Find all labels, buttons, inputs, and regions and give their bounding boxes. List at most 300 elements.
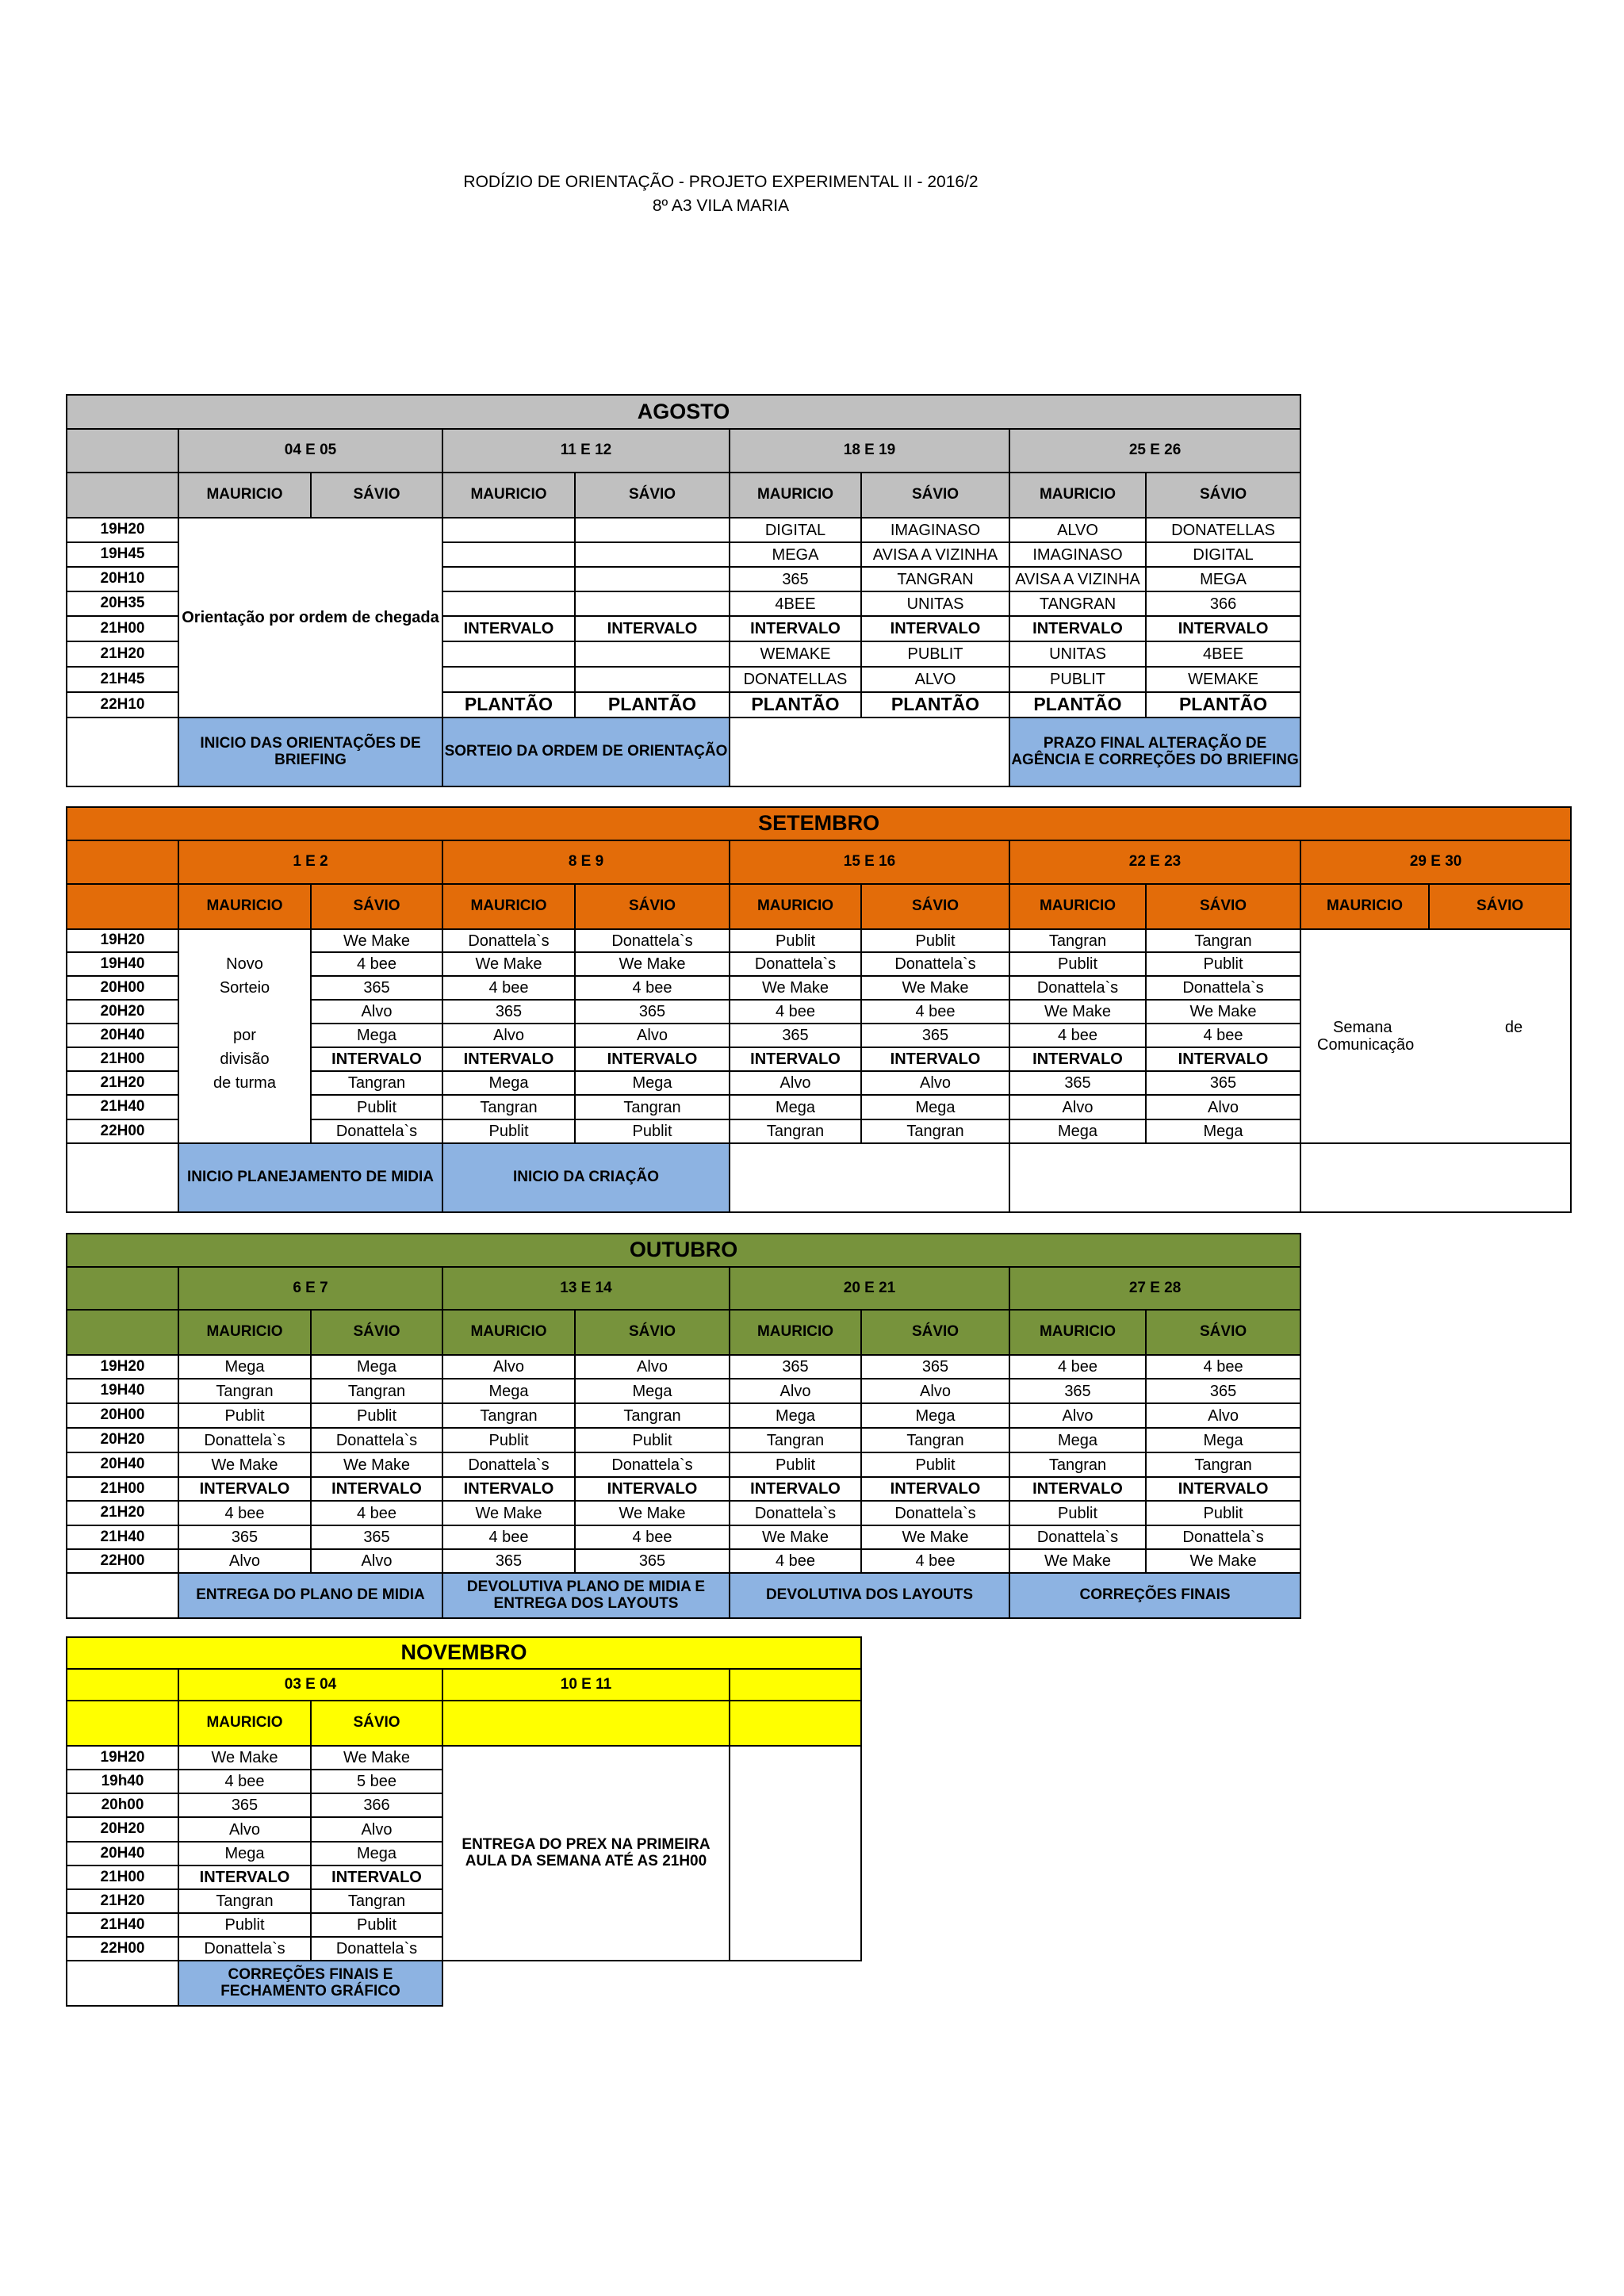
col-mauricio: MAURICIO [442,1310,575,1355]
plantao-cell: PLANTÃO [730,692,861,718]
schedule-cell: TANGRAN [1009,591,1146,616]
schedule-cell: Alvo [730,1379,861,1403]
schedule-cell: Donattela`s [1146,976,1300,1000]
schedule-cell: DIGITAL [1146,542,1300,567]
schedule-cell: Mega [311,1024,442,1047]
schedule-cell: 366 [311,1793,442,1817]
schedule-cell: Publit [861,929,1009,952]
schedule-cell: 365 [730,567,861,591]
plantao-cell: PLANTÃO [575,692,730,718]
schedule-cell: MEGA [730,542,861,567]
intervalo-cell: INTERVALO [442,1047,575,1071]
empty-cell [730,1143,1009,1212]
intervalo-cell: INTERVALO [730,616,861,641]
schedule-cell: Donattela`s [1146,1525,1300,1549]
empty-cell [730,718,1009,786]
time-cell: 21H40 [67,1913,178,1937]
intervalo-cell: INTERVALO [575,1047,730,1071]
schedule-cell: Alvo [861,1379,1009,1403]
schedule-cell: We Make [311,929,442,952]
time-cell: 21H00 [67,1477,178,1501]
milestone-note: DEVOLUTIVA PLANO DE MIDIA E ENTREGA DOS LAYOUTS [442,1573,730,1618]
time-cell: 20H00 [67,1403,178,1428]
schedule-cell: 4 bee [311,952,442,976]
agosto-table [66,394,1301,787]
schedule-cell: Publit [1009,1501,1146,1525]
time-cell: 22H00 [67,1119,178,1143]
schedule-cell: Tangran [575,1403,730,1428]
intervalo-cell: INTERVALO [575,1477,730,1501]
milestone-note: INICIO PLANEJAMENTO DE MIDIA [178,1143,442,1212]
schedule-cell: 4 bee [575,1525,730,1549]
month-title: SETEMBRO [67,807,1571,840]
schedule-cell: Alvo [575,1024,730,1047]
milestone-note: PRAZO FINAL ALTERAÇÃO DE AGÊNCIA E CORREÇÕES DO BRIEFING [1009,718,1300,786]
schedule-cell: 4 bee [730,1549,861,1573]
intervalo-cell: INTERVALO [1146,1477,1300,1501]
schedule-cell: Tangran [861,1428,1009,1452]
schedule-cell: 365 [575,1549,730,1573]
schedule-cell: 4 bee [575,976,730,1000]
empty-cell [67,1961,178,2006]
schedule-cell: We Make [1146,1549,1300,1573]
time-cell: 21H40 [67,1095,178,1119]
schedule-cell: Alvo [178,1549,311,1573]
schedule-cell: Mega [861,1403,1009,1428]
schedule-cell: 365 [861,1024,1009,1047]
schedule-cell: UNITAS [861,591,1009,616]
schedule-cell: Alvo [1009,1403,1146,1428]
schedule-cell: Alvo [442,1024,575,1047]
intervalo-cell: INTERVALO [311,1477,442,1501]
time-cell: 22H00 [67,1937,178,1961]
sorteio-text: divisão [178,1047,311,1071]
sorteio-text: Sorteio [178,976,311,1000]
empty-cell [442,542,575,567]
header-blank [730,1669,861,1701]
col-mauricio: MAURICIO [1009,473,1146,518]
col-savio: SÁVIO [311,1701,442,1746]
schedule-cell: Alvo [1146,1403,1300,1428]
plantao-cell: PLANTÃO [861,692,1009,718]
schedule-cell: IMAGINASO [861,518,1009,542]
schedule-cell: Tangran [575,1095,730,1119]
milestone-note: CORREÇÕES FINAIS [1009,1573,1300,1618]
header-blank [67,884,178,929]
schedule-cell: ALVO [1009,518,1146,542]
schedule-cell: 4 bee [1009,1024,1146,1047]
schedule-cell: We Make [730,976,861,1000]
schedule-cell: Tangran [730,1428,861,1452]
col-mauricio: MAURICIO [442,473,575,518]
time-cell: 19h40 [67,1770,178,1793]
time-cell: 20H20 [67,1428,178,1452]
schedule-cell: 365 [1146,1071,1300,1095]
schedule-cell: Mega [575,1071,730,1095]
col-mauricio: MAURICIO [442,884,575,929]
intervalo-cell: INTERVALO [311,1047,442,1071]
schedule-cell: Donattela`s [575,929,730,952]
schedule-cell: Mega [1146,1428,1300,1452]
week1-note: Orientação por ordem de chegada [178,518,442,718]
week-header: 18 E 19 [730,429,1009,473]
document-title: RODÍZIO DE ORIENTAÇÃO - PROJETO EXPERIMENTAL II - 2016/2 [463,173,979,191]
sorteio-text: Novo [178,952,311,976]
col-mauricio: MAURICIO [1300,884,1429,929]
time-cell: 19H20 [67,1746,178,1770]
intervalo-cell: INTERVALO [311,1866,442,1889]
intervalo-cell: INTERVALO [1009,1047,1146,1071]
schedule-cell: Donattela`s [311,1428,442,1452]
schedule-cell: Publit [442,1428,575,1452]
schedule-cell: We Make [178,1452,311,1477]
month-title: NOVEMBRO [67,1637,861,1669]
col-savio: SÁVIO [861,473,1009,518]
schedule-cell: Mega [442,1071,575,1095]
header-blank [67,429,178,473]
schedule-cell: Tangran [178,1379,311,1403]
col-savio: SÁVIO [1429,884,1571,929]
schedule-cell: Donattela`s [861,1501,1009,1525]
time-cell: 20H10 [67,567,178,591]
schedule-cell: WEMAKE [1146,667,1300,692]
time-cell: 20H20 [67,1817,178,1842]
schedule-cell: 4 bee [861,1000,1009,1024]
semana-left: Semana [1333,1019,1392,1036]
schedule-cell: 365 [178,1525,311,1549]
schedule-cell: DIGITAL [730,518,861,542]
schedule-cell: 365 [1146,1379,1300,1403]
plantao-cell: PLANTÃO [442,692,575,718]
header-blank [67,1669,178,1701]
schedule-cell: 4 bee [1009,1355,1146,1379]
schedule-cell: Tangran [861,1119,1009,1143]
time-cell: 22H10 [67,692,178,718]
week-header: 04 E 05 [178,429,442,473]
week-header: 1 E 2 [178,840,442,884]
week-header: 15 E 16 [730,840,1009,884]
schedule-cell: DONATELLAS [1146,518,1300,542]
sorteio-text: por [178,1024,311,1047]
time-cell: 20H40 [67,1024,178,1047]
schedule-cell: We Make [311,1746,442,1770]
month-title: AGOSTO [67,395,1300,429]
empty-cell [575,567,730,591]
col-savio: SÁVIO [1146,473,1300,518]
empty-cell [575,641,730,667]
schedule-cell: Alvo [730,1071,861,1095]
milestone-note: SORTEIO DA ORDEM DE ORIENTAÇÃO [442,718,730,786]
intervalo-cell: INTERVALO [1009,1477,1146,1501]
sorteio-text [178,929,311,952]
schedule-cell: Mega [311,1842,442,1866]
schedule-cell: Publit [311,1403,442,1428]
schedule-cell: Tangran [442,1095,575,1119]
schedule-cell: Mega [575,1379,730,1403]
header-blank [67,473,178,518]
empty-cell [575,591,730,616]
plantao-cell: PLANTÃO [1146,692,1300,718]
schedule-cell: Donattela`s [730,1501,861,1525]
schedule-cell: Tangran [1009,1452,1146,1477]
schedule-cell: Publit [178,1403,311,1428]
schedule-cell: 4 bee [1146,1355,1300,1379]
schedule-cell: 4 bee [861,1549,1009,1573]
schedule-cell: We Make [442,1501,575,1525]
schedule-cell: Mega [311,1355,442,1379]
schedule-cell: Publit [178,1913,311,1937]
intervalo-cell: INTERVALO [861,1047,1009,1071]
header-blank [67,1267,178,1310]
schedule-cell: Tangran [1146,929,1300,952]
time-cell: 20H20 [67,1000,178,1024]
schedule-cell: Publit [861,1452,1009,1477]
schedule-cell: 365 [730,1355,861,1379]
intervalo-cell: INTERVALO [861,1477,1009,1501]
empty-cell [575,542,730,567]
schedule-cell: ALVO [861,667,1009,692]
schedule-cell: Tangran [311,1071,442,1095]
col-savio: SÁVIO [861,884,1009,929]
col-savio: SÁVIO [311,1310,442,1355]
intervalo-cell: INTERVALO [442,1477,575,1501]
header-blank [442,1701,730,1746]
week-header: 22 E 23 [1009,840,1300,884]
plantao-cell: PLANTÃO [1009,692,1146,718]
sorteio-text: de turma [178,1071,311,1095]
intervalo-cell: INTERVALO [442,616,575,641]
schedule-cell: Donattela`s [442,1452,575,1477]
schedule-cell: Publit [311,1095,442,1119]
schedule-cell: Mega [178,1842,311,1866]
col-savio: SÁVIO [311,884,442,929]
schedule-cell: 365 [730,1024,861,1047]
time-cell: 20H40 [67,1452,178,1477]
time-cell: 21H00 [67,616,178,641]
schedule-cell: DONATELLAS [730,667,861,692]
col-savio: SÁVIO [861,1310,1009,1355]
milestone-note: CORREÇÕES FINAIS E FECHAMENTO GRÁFICO [178,1961,442,2006]
schedule-cell: Donattela`s [178,1428,311,1452]
schedule-cell: Donattela`s [442,929,575,952]
schedule-cell: We Make [1009,1549,1146,1573]
schedule-cell: Donattela`s [861,952,1009,976]
schedule-cell: MEGA [1146,567,1300,591]
intervalo-cell: INTERVALO [730,1047,861,1071]
schedule-cell: We Make [1009,1000,1146,1024]
schedule-cell: Alvo [1146,1095,1300,1119]
schedule-cell: 4BEE [1146,641,1300,667]
schedule-cell: Donattela`s [575,1452,730,1477]
milestone-note: ENTREGA DO PLANO DE MIDIA [178,1573,442,1618]
schedule-cell: 365 [575,1000,730,1024]
time-cell: 22H00 [67,1549,178,1573]
time-cell: 21H20 [67,1501,178,1525]
col-mauricio: MAURICIO [178,1310,311,1355]
schedule-cell: Publit [1146,1501,1300,1525]
col-mauricio: MAURICIO [178,884,311,929]
time-cell: 19H40 [67,1379,178,1403]
schedule-cell: 365 [311,1525,442,1549]
empty-cell [442,591,575,616]
schedule-cell: 365 [442,1549,575,1573]
empty-cell [1300,1143,1571,1212]
col-savio: SÁVIO [311,473,442,518]
time-cell: 20H40 [67,1842,178,1866]
schedule-cell: Publit [730,1452,861,1477]
intervalo-cell: INTERVALO [178,1866,311,1889]
schedule-cell: 365 [442,1000,575,1024]
time-cell: 21H20 [67,1889,178,1913]
intervalo-cell: INTERVALO [575,616,730,641]
schedule-cell: Mega [861,1095,1009,1119]
empty-cell [575,667,730,692]
col-savio: SÁVIO [1146,884,1300,929]
schedule-cell: Tangran [311,1889,442,1913]
schedule-cell: Mega [730,1403,861,1428]
schedule-cell: AVISA A VIZINHA [1009,567,1146,591]
schedule-cell: 5 bee [311,1770,442,1793]
schedule-cell: PUBLIT [1009,667,1146,692]
week-header: 20 E 21 [730,1267,1009,1310]
schedule-cell: 365 [1009,1379,1146,1403]
schedule-cell: Donattela`s [178,1937,311,1961]
empty-cell [442,641,575,667]
col-mauricio: MAURICIO [730,1310,861,1355]
week-header: 10 E 11 [442,1669,730,1701]
schedule-cell: PUBLIT [861,641,1009,667]
schedule-cell: Tangran [178,1889,311,1913]
schedule-cell: AVISA A VIZINHA [861,542,1009,567]
time-cell: 19H40 [67,952,178,976]
schedule-cell: We Make [861,1525,1009,1549]
week-header: 13 E 14 [442,1267,730,1310]
empty-cell [442,567,575,591]
time-cell: 19H20 [67,1355,178,1379]
intervalo-cell: INTERVALO [1146,1047,1300,1071]
week-header: 11 E 12 [442,429,730,473]
time-cell: 21H20 [67,1071,178,1095]
col-mauricio: MAURICIO [1009,884,1146,929]
schedule-cell: We Make [575,1501,730,1525]
month-title: OUTUBRO [67,1234,1300,1267]
time-cell: 21H00 [67,1866,178,1889]
empty-cell [178,1119,311,1143]
schedule-cell: 4 bee [730,1000,861,1024]
time-cell: 19H45 [67,542,178,567]
schedule-cell: We Make [1146,1000,1300,1024]
schedule-cell: We Make [442,952,575,976]
milestone-note: INICIO DA CRIAÇÃO [442,1143,730,1212]
schedule-cell: Publit [575,1119,730,1143]
time-cell: 19H20 [67,929,178,952]
schedule-cell: Publit [1146,952,1300,976]
schedule-cell: Alvo [1009,1095,1146,1119]
semana-de-comunicacao [1300,929,1571,1143]
schedule-cell: Alvo [311,1000,442,1024]
time-cell: 21H20 [67,641,178,667]
schedule-cell: We Make [575,952,730,976]
col-savio: SÁVIO [575,1310,730,1355]
schedule-cell: Donattela`s [1009,1525,1146,1549]
schedule-cell: We Make [178,1746,311,1770]
schedule-cell: Alvo [311,1549,442,1573]
schedule-cell: Tangran [1146,1452,1300,1477]
schedule-cell: Mega [1146,1119,1300,1143]
week-header: 6 E 7 [178,1267,442,1310]
schedule-cell: 366 [1146,591,1300,616]
intervalo-cell: INTERVALO [1009,616,1146,641]
schedule-cell: Donattela`s [311,1937,442,1961]
col-mauricio: MAURICIO [730,884,861,929]
schedule-cell: Tangran [730,1119,861,1143]
milestone-note: DEVOLUTIVA DOS LAYOUTS [730,1573,1009,1618]
schedule-cell: 4 bee [1146,1024,1300,1047]
time-cell: 21H45 [67,667,178,692]
empty-cell [730,1746,861,1961]
week-header: 25 E 26 [1009,429,1300,473]
novembro-table [66,1636,862,2007]
header-blank [67,1701,178,1746]
col-savio: SÁVIO [575,473,730,518]
schedule-cell: Mega [730,1095,861,1119]
intervalo-cell: INTERVALO [178,1477,311,1501]
empty-cell [442,667,575,692]
schedule-cell: 365 [178,1793,311,1817]
schedule-cell: Publit [1009,952,1146,976]
schedule-cell: UNITAS [1009,641,1146,667]
schedule-cell: 4 bee [178,1501,311,1525]
schedule-cell: 4BEE [730,591,861,616]
empty-cell [178,1095,311,1119]
schedule-cell: WEMAKE [730,641,861,667]
col-mauricio: MAURICIO [730,473,861,518]
empty-cell [442,518,575,542]
milestone-note: INICIO DAS ORIENTAÇÕES DE BRIEFING [178,718,442,786]
schedule-cell: Donattela`s [730,952,861,976]
time-cell: 20H35 [67,591,178,616]
time-cell: 19H20 [67,518,178,542]
schedule-cell: Mega [178,1355,311,1379]
schedule-cell: 365 [311,976,442,1000]
schedule-cell: Publit [575,1428,730,1452]
schedule-cell: Donattela`s [311,1119,442,1143]
schedule-cell: 4 bee [442,976,575,1000]
schedule-cell: Tangran [311,1379,442,1403]
schedule-cell: 365 [861,1355,1009,1379]
schedule-cell: Tangran [1009,929,1146,952]
schedule-cell: Tangran [442,1403,575,1428]
schedule-cell: Alvo [311,1817,442,1842]
schedule-cell: Alvo [861,1071,1009,1095]
header-blank [730,1701,861,1746]
outubro-table [66,1233,1301,1619]
schedule-cell: Publit [311,1913,442,1937]
intervalo-cell: INTERVALO [730,1477,861,1501]
week-header: 03 E 04 [178,1669,442,1701]
week-header: 29 E 30 [1300,840,1571,884]
time-cell: 21H40 [67,1525,178,1549]
col-mauricio: MAURICIO [178,1701,311,1746]
schedule-cell: TANGRAN [861,567,1009,591]
time-cell: 20h00 [67,1793,178,1817]
empty-cell [1009,1143,1300,1212]
schedule-cell: Alvo [442,1355,575,1379]
semana-line2: Comunicação [1317,1036,1415,1054]
schedule-cell: Alvo [178,1817,311,1842]
header-blank [67,840,178,884]
schedule-cell: Mega [442,1379,575,1403]
